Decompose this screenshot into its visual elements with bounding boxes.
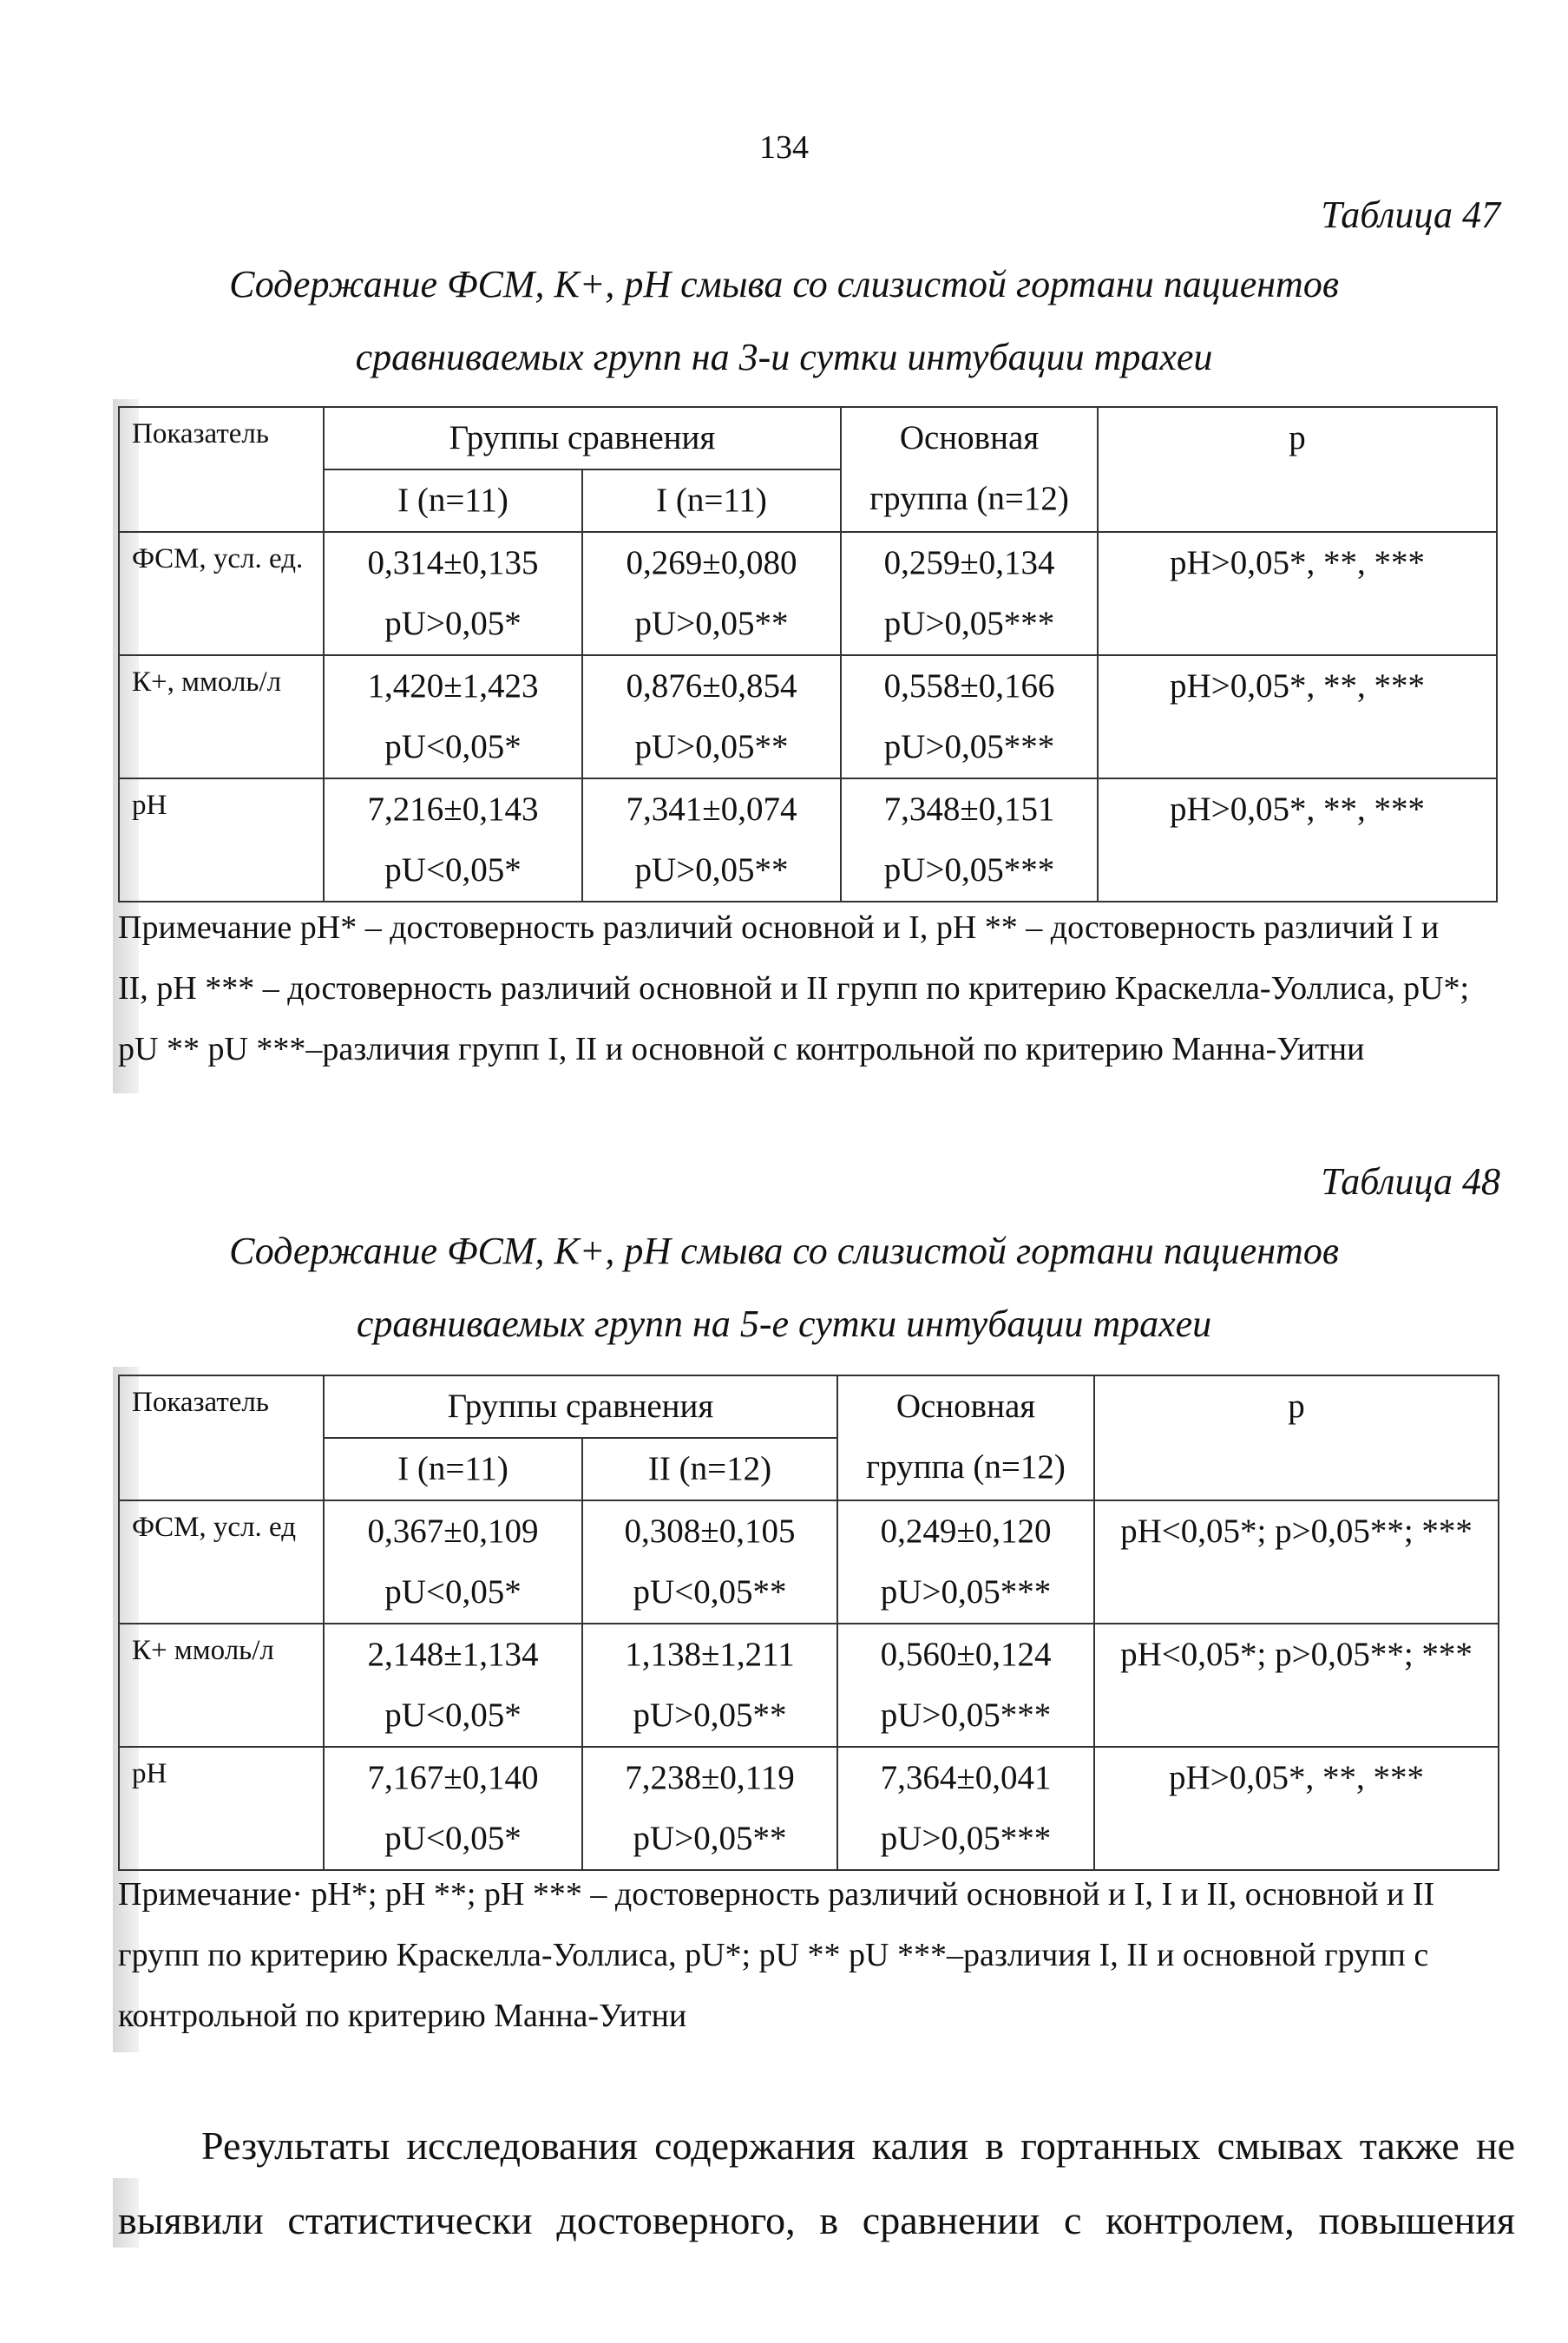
cell-p-value: pH>0,05*, **, *** bbox=[1170, 791, 1425, 828]
header-comparison-groups: Группы сравнения bbox=[324, 407, 841, 469]
header-indicator: Показатель bbox=[119, 1375, 324, 1500]
table-48-caption: Таблица 48 bbox=[1321, 1160, 1500, 1203]
cell-p: pU>0,05** bbox=[633, 1820, 787, 1857]
cell-p: pU>0,05*** bbox=[880, 1820, 1052, 1857]
table-row bbox=[119, 1500, 1499, 1624]
cell-p: pU>0,05** bbox=[634, 605, 789, 642]
cell-value: 2,148±1,134 bbox=[367, 1636, 539, 1673]
row-label: ФСМ, усл. ед bbox=[132, 1512, 297, 1543]
cell-p-value: pH>0,05*, **, *** bbox=[1170, 544, 1425, 581]
cell-value: 7,341±0,074 bbox=[626, 791, 797, 828]
note-line: групп по критерию Краскелла-Уоллиса, pU*; pU ** pU ***–различия I, II и основной групп с bbox=[118, 1937, 1429, 1973]
cell-value: 1,138±1,211 bbox=[625, 1636, 795, 1673]
table-48-note bbox=[118, 1864, 1515, 2046]
table-47-caption: Таблица 47 bbox=[1321, 194, 1500, 236]
note-line: Примечание· pH*; pH **; pH *** – достоверность различий основной и I, I и II, основной и II bbox=[118, 1876, 1435, 1913]
row-label: ФСМ, усл. ед. bbox=[132, 543, 304, 574]
header-comparison-groups: Группы сравнения bbox=[324, 1375, 837, 1438]
cell-p: pU<0,05** bbox=[633, 1573, 787, 1611]
table-row bbox=[119, 778, 1497, 902]
table-47-title: Содержание ФСМ, К+, pH смыва со слизистой гортани пациентов bbox=[229, 263, 1339, 305]
note-line: II, pH *** – достоверность различий основной и II групп по критерию Краскелла-Уоллиса, pU*; bbox=[118, 970, 1470, 1007]
cell-p: pU>0,05*** bbox=[883, 728, 1055, 765]
cell-p: pU>0,05** bbox=[633, 1697, 787, 1734]
table-47-note bbox=[118, 897, 1515, 1080]
cell-p-value: pH>0,05*, **, *** bbox=[1170, 667, 1425, 705]
table-row bbox=[119, 1747, 1499, 1870]
row-label: К+, ммоль/л bbox=[132, 666, 282, 698]
cell-value: 7,348±0,151 bbox=[883, 791, 1055, 828]
row-label: pH bbox=[132, 790, 167, 821]
cell-p: pU>0,05* bbox=[384, 605, 522, 642]
note-line: контрольной по критерию Манна-Уитни bbox=[118, 1998, 687, 2034]
cell-p: pU<0,05* bbox=[384, 1573, 522, 1611]
note-line: pU ** pU ***–различия групп I, II и основной с контрольной по критерию Манна-Уитни bbox=[118, 1031, 1365, 1067]
note-line: Примечание pH* – достоверность различий основной и I, pH ** – достоверность различий I и bbox=[118, 909, 1440, 946]
cell-p: pU>0,05*** bbox=[883, 851, 1055, 889]
cell-p: pU>0,05*** bbox=[880, 1697, 1052, 1734]
cell-p: pU>0,05*** bbox=[880, 1573, 1052, 1611]
row-label: К+ ммоль/л bbox=[132, 1635, 274, 1666]
paragraph-line: выявили статистически достоверного, в сравнении с контролем, повышения bbox=[118, 2198, 1515, 2242]
cell-value: 0,249±0,120 bbox=[880, 1513, 1052, 1550]
cell-value: 0,314±0,135 bbox=[367, 544, 539, 581]
cell-value: 0,269±0,080 bbox=[626, 544, 797, 581]
header-p: р bbox=[1098, 407, 1497, 532]
cell-value: 7,238±0,119 bbox=[625, 1759, 795, 1796]
header-group-2: I (n=11) bbox=[582, 469, 841, 532]
table-row bbox=[119, 655, 1497, 778]
cell-value: 0,367±0,109 bbox=[367, 1513, 539, 1550]
table-48-title: Содержание ФСМ, К+, pH смыва со слизистой гортани пациентов bbox=[229, 1230, 1339, 1272]
cell-value: 0,259±0,134 bbox=[883, 544, 1055, 581]
header-p: р bbox=[1094, 1375, 1499, 1500]
cell-p: pU<0,05* bbox=[384, 1697, 522, 1734]
table-47 bbox=[118, 406, 1498, 902]
cell-p: pU<0,05* bbox=[384, 851, 522, 889]
header-main-group: Основная группа (n=12) bbox=[841, 407, 1098, 532]
cell-p: pU>0,05** bbox=[634, 728, 789, 765]
header-indicator: Показатель bbox=[119, 407, 324, 532]
cell-p: pU>0,05** bbox=[634, 851, 789, 889]
cell-value: 1,420±1,423 bbox=[367, 667, 539, 705]
header-main-group: Основная группа (n=12) bbox=[837, 1375, 1094, 1500]
cell-p-value: pH<0,05*; p>0,05**; *** bbox=[1120, 1636, 1473, 1673]
table-47-subtitle: сравниваемых групп на 3-и сутки интубации трахеи bbox=[355, 336, 1213, 378]
cell-value: 7,216±0,143 bbox=[367, 791, 539, 828]
cell-value: 0,308±0,105 bbox=[624, 1513, 796, 1550]
cell-p-value: pH>0,05*, **, *** bbox=[1169, 1759, 1424, 1796]
cell-p-value: pH<0,05*; p>0,05**; *** bbox=[1120, 1513, 1473, 1550]
paragraph-line: Результаты исследования содержания калия в гортанных смывах также не bbox=[201, 2123, 1515, 2168]
cell-value: 0,876±0,854 bbox=[626, 667, 797, 705]
header-group-2: II (n=12) bbox=[582, 1438, 837, 1500]
cell-value: 7,167±0,140 bbox=[367, 1759, 539, 1796]
body-paragraph bbox=[118, 2109, 1515, 2258]
header-group-1: I (n=11) bbox=[324, 1438, 582, 1500]
cell-p: pU>0,05*** bbox=[883, 605, 1055, 642]
row-label: pH bbox=[132, 1758, 167, 1789]
cell-p: pU<0,05* bbox=[384, 728, 522, 765]
table-48-subtitle: сравниваемых групп на 5-е сутки интубации трахеи bbox=[356, 1303, 1212, 1345]
header-group-1: I (n=11) bbox=[324, 469, 582, 532]
cell-p: pU<0,05* bbox=[384, 1820, 522, 1857]
table-row bbox=[119, 532, 1497, 655]
table-48 bbox=[118, 1375, 1499, 1871]
table-row bbox=[119, 1624, 1499, 1747]
page-number: 134 bbox=[759, 129, 809, 166]
cell-value: 0,558±0,166 bbox=[883, 667, 1055, 705]
cell-value: 0,560±0,124 bbox=[880, 1636, 1052, 1673]
cell-value: 7,364±0,041 bbox=[880, 1759, 1052, 1796]
